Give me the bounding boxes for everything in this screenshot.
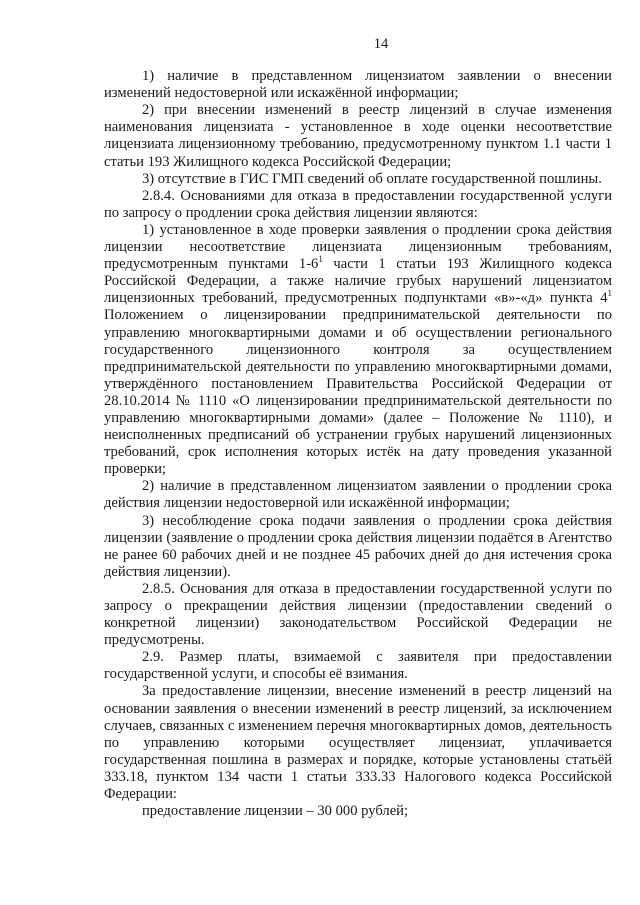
paragraph-3: 3) отсутствие в ГИС ГМП сведений об оплате государственной пошлины. — [142, 170, 602, 187]
paragraph-2-8-4-item-3: 3) несоблюдение срока подачи заявления о продлении срока действия лицензии (заявление о продлении срока действия лицензии подаётся в Агентство не ранее 60 рабочих дней и не позднее 45 рабочих дней до дня истечения срока действия лицензии). — [104, 512, 612, 580]
superscript: 1 — [318, 254, 323, 265]
paragraph-1: 1) наличие в представленном лицензиатом заявлении о внесении изменений недостоверной или искажённой информации; — [104, 68, 612, 102]
paragraph-2-8-4-item-1: 1) установленное в ходе проверки заявления о продлении срока действия лицензии несоответствие лицензиата лицензионным требованиям, предусмотренным пунктами $1-6^1$ части 1 статьи 193 Жилищного кодекса Российской Федерации, а также наличие грубых нарушений лицензиатом лицензионных требований, предусмотренных подпунктами «в»-«д» пункта $4^1$ Положением о лицензировании предпринимательской деятельности по управлению многоквартирными домами и об осуществлении регионального государственного лицензионного контроля за осуществлением предпринимательской деятельности по управлению многоквартирными домами, утверждённого постановлением Правительства Российской Федерации от 28.10.2014 № 1110 «О лицензировании предпринимательской деятельности по управлению многоквартирными домами» (далее – Положение № 1110), и неисполненных предписаний об устранении грубых нарушений лицензионных требований, срок исполнения которых истёк на дату проведения указанной проверки; — [104, 221, 612, 478]
paragraph-fee-amount: предоставление лицензии – 30 000 рублей; — [142, 803, 409, 820]
paragraph-2: 2) при внесении изменений в реестр лицензий в случае изменения наименования лицензиата - установленное в ходе оценки несоответствие лицензиата лицензионному требованию, предусмотренному пунктом 1.1 части 1 статьи 193 Жилищного кодекса Российской Федерации; — [104, 102, 612, 170]
superscript: 1 — [607, 288, 612, 299]
paragraph-2-8-4-item-2: 2) наличие в представленном лицензиатом заявлении о продлении срока действия лицензии недостоверной или искажённой информации; — [104, 478, 612, 512]
paragraph-2-9: 2.9. Размер платы, взимаемой с заявителя при предоставлении государственной услуги, и способы её взимания. — [104, 649, 612, 683]
paragraph-fee: За предоставление лицензии, внесение изменений в реестр лицензий на основании заявления о внесении изменений в реестр лицензий, за исключением случаев, связанных с изменением перечня многоквартирных домов, деятельность по управлению которыми осуществляет лицензиат, уплачивается государственная пошлина в размерах и порядке, которые установлены статьёй 333.18, пунктом 134 части 1 статьи 333.33 Налогового кодекса Российской Федерации: — [104, 683, 612, 803]
paragraph-2-8-4: 2.8.4. Основаниями для отказа в предоставлении государственной услуги по запросу о продлении срока действия лицензии являются: — [104, 187, 612, 221]
page-number: 14 — [373, 36, 389, 52]
paragraph-2-8-5: 2.8.5. Основания для отказа в предоставлении государственной услуги по запросу о прекращении действия лицензии (предоставлении сведений о конкретной лицензии) законодательством Российской Федерации не предусмотрены. — [104, 580, 612, 649]
